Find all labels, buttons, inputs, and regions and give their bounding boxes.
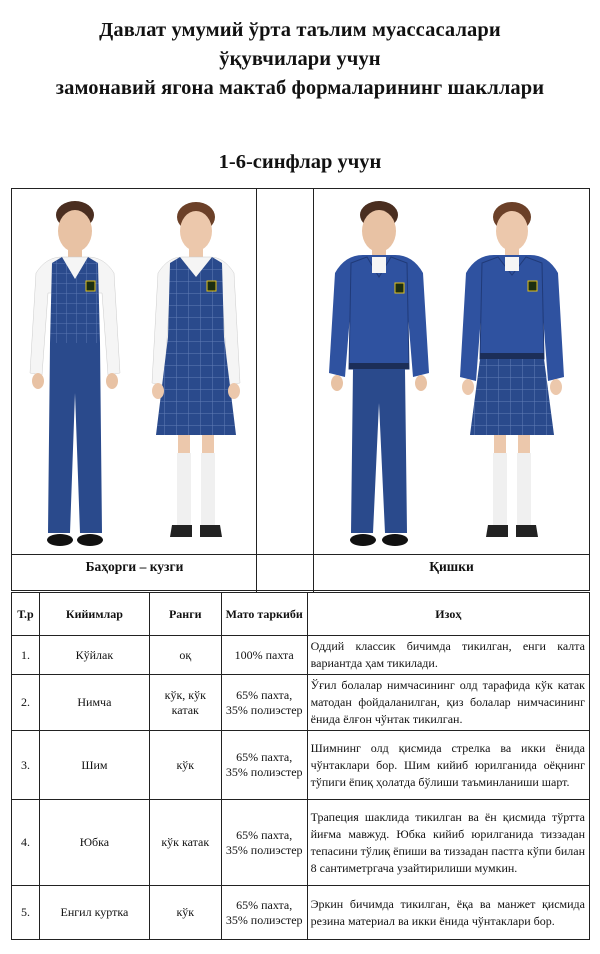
girl-winter-uniform-image	[450, 197, 574, 553]
table-row	[12, 675, 590, 731]
row-fabric-a: 65% пахта,	[236, 750, 293, 764]
row-item: Енгил куртка	[39, 886, 149, 940]
page-title-line2: ўқувчилари учун	[219, 48, 381, 70]
row-note: Шимнинг олд қисмида стрелка ва икки ёнида чўнтаклари бор. Шим кийиб юрилганида оёқнинг тўпиги ёпиқ ҳолатда бўлиши таъминланиши шарт.	[307, 731, 589, 800]
row-item: Шим	[39, 731, 149, 800]
uniform-photo-table	[11, 188, 590, 591]
page-title-line3: замонавий ягона мактаб формаларининг шакллари	[55, 77, 545, 99]
row-num: 4.	[12, 800, 40, 886]
row-num: 5.	[12, 886, 40, 940]
grade-subtitle: 1-6-синфлар учун	[218, 151, 382, 173]
row-fabric	[221, 800, 307, 886]
row-fabric-b: 35% полиэстер	[225, 765, 303, 779]
row-note: Трапеция шаклида тикилган ва ён қисмида тўртта йиғма мавжуд. Юбка кийиб юрилганида тиззадан тепасини тўлиқ ёпиши ва тиззадан пастга кўпи билан 8 сантиметргача узайтирилиши мумкин.	[307, 800, 589, 886]
row-item: Кўйлак	[39, 636, 149, 675]
page-header	[0, 0, 600, 103]
row-note: Ўғил болалар нимчасининг олд тарафида кўк катак матодан фойдаланилган, қиз болалар нимчасининг ёнида ёлғон чўнтак тикилган.	[307, 675, 589, 731]
row-fabric-b: 35% полиэстер	[225, 912, 303, 927]
caption-spring-autumn: Баҳорги – кузги	[85, 559, 184, 574]
row-color: кўк	[149, 731, 221, 800]
row-fabric	[221, 636, 307, 675]
caption-winter: Қишки	[429, 559, 474, 574]
girl-spring-uniform-image	[140, 197, 252, 553]
row-note: Эркин бичимда тикилган, ёқа ва манжет қисмида резина материал ва икки ёнида чўнтаклари бор.	[307, 886, 589, 940]
row-fabric-a: 65% пахта,	[236, 687, 293, 702]
header-note: Изоҳ	[307, 593, 589, 636]
header-color: Ранги	[149, 593, 221, 636]
row-fabric	[221, 731, 307, 800]
row-fabric	[221, 886, 307, 940]
row-color: кўк, кўк катак	[149, 675, 221, 731]
header-num: Т.р	[12, 593, 40, 636]
header-fabric: Мато таркиби	[221, 593, 307, 636]
row-fabric-b: 35% полиэстер	[225, 702, 303, 717]
row-num: 2.	[12, 675, 40, 731]
table-row	[12, 886, 590, 940]
row-color: оқ	[149, 636, 221, 675]
row-fabric-b: 35% полиэстер	[225, 842, 303, 857]
row-fabric-a: 65% пахта,	[236, 897, 293, 912]
row-note: Оддий классик бичимда тикилган, енги калта вариантда ҳам тикилади.	[307, 636, 589, 675]
row-color: кўк катак	[149, 800, 221, 886]
table-row	[12, 731, 590, 800]
row-color: кўк	[149, 886, 221, 940]
table-row	[12, 636, 590, 675]
row-fabric	[221, 675, 307, 731]
row-num: 3.	[12, 731, 40, 800]
boy-spring-uniform-image	[16, 193, 134, 551]
row-item: Нимча	[39, 675, 149, 731]
table-header-row	[12, 593, 590, 636]
row-num: 1.	[12, 636, 40, 675]
row-fabric-a: 100% пахта	[234, 647, 294, 662]
row-fabric-a: 65% пахта,	[236, 827, 293, 842]
table-row	[12, 800, 590, 886]
boy-winter-uniform-image	[317, 193, 441, 551]
header-item: Кийимлар	[39, 593, 149, 636]
uniform-spec-table	[11, 592, 590, 940]
page-title-line1: Давлат умумий ўрта таълим муассасалари	[99, 19, 501, 41]
row-item: Юбка	[39, 800, 149, 886]
